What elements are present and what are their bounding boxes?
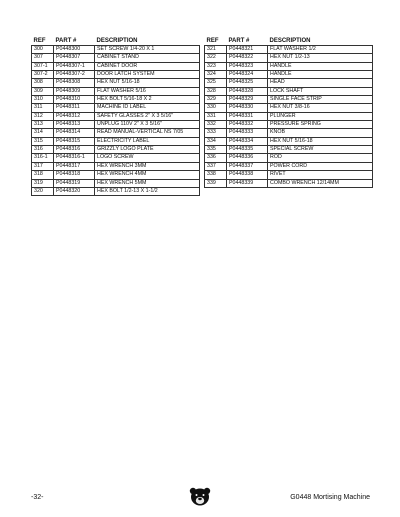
cell-ref: 315 [32,137,54,145]
cell-description: FLAT WASHER 5/16 [95,87,200,95]
table-row [32,96,200,104]
table-row [205,154,373,162]
cell-part-number: P0448309 [54,87,95,95]
cell-part-number: P0448317 [54,162,95,170]
table-row [205,171,373,179]
table-row [205,96,373,104]
cell-ref: 330 [205,104,227,112]
cell-ref: 328 [205,87,227,95]
cell-description: HEX NUT 3/8-16 [268,104,373,112]
cell-ref: 331 [205,112,227,120]
bear-head-icon [189,487,211,507]
cell-part-number: P0448300 [54,46,95,54]
cell-description: READ MANUAL-VERTICAL NS 7/05 [95,129,200,137]
table-header-row [32,37,200,46]
cell-part-number: P0448319 [54,179,95,187]
cell-ref: 318 [32,171,54,179]
table-row [205,162,373,170]
cell-ref: 321 [205,46,227,54]
cell-ref: 317 [32,162,54,170]
col-header-description: DESCRIPTION [96,38,138,44]
cell-part-number: P0448323 [227,62,268,70]
cell-part-number: P0448312 [54,112,95,120]
page-number: -32- [31,494,44,501]
cell-part-number: P0448332 [227,121,268,129]
cell-description: HEX WRENCH 4MM [95,171,200,179]
table-row [32,104,200,112]
cell-description: HEX WRENCH 3MM [95,162,200,170]
cell-description: DOOR LATCH SYSTEM [95,71,200,79]
table-row [205,112,373,120]
cell-description: CABINET STAND [95,54,200,62]
table-row [205,54,373,62]
table-row [32,46,200,54]
cell-description: HEAD [268,79,373,87]
cell-ref: 324 [205,71,227,79]
cell-description: SAFETY GLASSES 2" X 3 5/16" [95,112,200,120]
cell-part-number: P0448330 [227,104,268,112]
cell-ref: 308 [32,79,54,87]
col-header-ref: REF [206,38,219,44]
table-row [32,146,200,154]
cell-ref: 309 [32,87,54,95]
cell-ref: 320 [32,187,54,195]
cell-description: HEX NUT 1/2-13 [268,54,373,62]
table-row [32,129,200,137]
cell-part-number: P0448322 [227,54,268,62]
cell-description: HEX WRENCH 5MM [95,179,200,187]
cell-part-number: P0448338 [227,171,268,179]
table-row [205,71,373,79]
table-row [32,162,200,170]
table-row [32,187,200,195]
cell-ref: 312 [32,112,54,120]
cell-part-number: P0448311 [54,104,95,112]
cell-ref: 333 [205,129,227,137]
cell-part-number: P0448320 [54,187,95,195]
cell-ref: 307-2 [32,71,54,79]
cell-description: HANDLE [268,71,373,79]
cell-description: LOGO SCREW [95,154,200,162]
cell-ref: 329 [205,96,227,104]
cell-ref: 311 [32,104,54,112]
cell-ref: 339 [205,179,227,187]
parts-table-left [31,37,200,196]
cell-ref: 338 [205,171,227,179]
cell-description: FLAT WASHER 1/2 [268,46,373,54]
table-row [205,62,373,70]
cell-description: PLUNGER [268,112,373,120]
cell-part-number: P0448307 [54,54,95,62]
cell-description: HEX BOLT 1/2-13 X 1-1/2 [95,187,200,195]
cell-part-number: P0448316 [54,146,95,154]
cell-description: ELECTRICITY LABEL [95,137,200,145]
cell-description: GRIZZLY LOGO PLATE [95,146,200,154]
table-row [32,62,200,70]
cell-description: KNOB [268,129,373,137]
table-row [205,79,373,87]
table-row [205,46,373,54]
cell-part-number: P0448321 [227,46,268,54]
table-row [205,104,373,112]
table-row [205,129,373,137]
cell-ref: 310 [32,96,54,104]
cell-description: ROD [268,154,373,162]
table-row [32,179,200,187]
cell-ref: 307-1 [32,62,54,70]
table-row [205,146,373,154]
table-row [205,137,373,145]
cell-description: POWER CORD [268,162,373,170]
cell-part-number: P0448333 [227,129,268,137]
cell-part-number: P0448328 [227,87,268,95]
cell-part-number: P0448334 [227,137,268,145]
cell-description: SET SCREW 1/4-20 X 1 [95,46,200,54]
col-header-description: DESCRIPTION [269,38,311,44]
table-row [32,87,200,95]
cell-description: HEX BOLT 5/16-18 X 2 [95,96,200,104]
cell-description: CABINET DOOR [95,62,200,70]
cell-description: PRESSURE SPRING [268,121,373,129]
cell-part-number: P0448335 [227,146,268,154]
cell-ref: 332 [205,121,227,129]
cell-ref: 323 [205,62,227,70]
cell-ref: 334 [205,137,227,145]
table-header-row [205,37,373,46]
cell-part-number: P0448325 [227,79,268,87]
cell-description: MACHINE ID LABEL [95,104,200,112]
cell-part-number: P0448310 [54,96,95,104]
table-row [205,87,373,95]
cell-ref: 307 [32,54,54,62]
cell-ref: 313 [32,121,54,129]
col-header-part: PART # [55,38,77,44]
cell-description: HEX NUT 5/16-18 [268,137,373,145]
table-row [32,79,200,87]
cell-ref: 336 [205,154,227,162]
cell-description: SINGLE FACE STRIP [268,96,373,104]
table-row [32,54,200,62]
document-title: G0448 Mortising Machine [290,494,370,501]
cell-description: SPECIAL SCREW [268,146,373,154]
cell-part-number: P0448331 [227,112,268,120]
cell-part-number: P0448339 [227,179,268,187]
cell-description: COMBO WRENCH 12/14MM [268,179,373,187]
cell-part-number: P0448337 [227,162,268,170]
cell-ref: 316-1 [32,154,54,162]
cell-ref: 322 [205,54,227,62]
cell-part-number: P0448307-1 [54,62,95,70]
col-header-part: PART # [228,38,250,44]
cell-part-number: P0448316-1 [54,154,95,162]
table-row [32,154,200,162]
cell-part-number: P0448329 [227,96,268,104]
cell-part-number: P0448308 [54,79,95,87]
cell-description: RIVET [268,171,373,179]
cell-ref: 325 [205,79,227,87]
cell-part-number: P0448336 [227,154,268,162]
cell-description: HEX NUT 5/16-18 [95,79,200,87]
cell-part-number: P0448318 [54,171,95,179]
cell-part-number: P0448315 [54,137,95,145]
cell-ref: 337 [205,162,227,170]
cell-part-number: P0448307-2 [54,71,95,79]
table-row [32,121,200,129]
cell-part-number: P0448314 [54,129,95,137]
table-row [32,171,200,179]
cell-ref: 335 [205,146,227,154]
cell-part-number: P0448324 [227,71,268,79]
cell-description: UNPLUG 110V 2" X 3 5/16" [95,121,200,129]
cell-part-number: P0448313 [54,121,95,129]
cell-description: LOCK SHAFT [268,87,373,95]
table-row [205,179,373,187]
cell-ref: 319 [32,179,54,187]
table-row [205,121,373,129]
cell-description: HANDLE [268,62,373,70]
parts-table-right [204,37,373,188]
cell-ref: 316 [32,146,54,154]
table-row [32,112,200,120]
table-row [32,71,200,79]
cell-ref: 300 [32,46,54,54]
col-header-ref: REF [33,38,46,44]
cell-ref: 314 [32,129,54,137]
table-row [32,137,200,145]
